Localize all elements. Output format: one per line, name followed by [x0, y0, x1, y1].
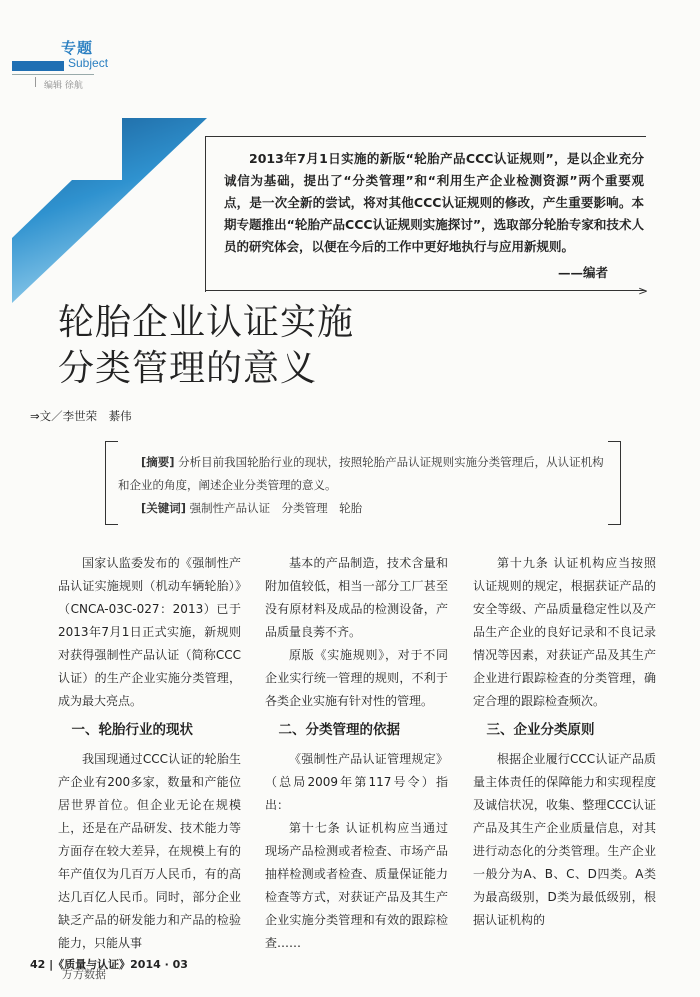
article-author: ⇒文／李世荣 綦伟 — [30, 409, 132, 423]
header-rule — [12, 74, 94, 75]
watermark: 万方数据 — [62, 968, 106, 981]
column-1 — [58, 552, 241, 955]
paragraph: 《强制性产品认证管理规定》（总局2009年第117号令）指出： — [265, 752, 448, 812]
keywords-line — [118, 497, 606, 520]
abstract-body: 分析目前我国轮胎行业的现状，按照轮胎产品认证规则实施分类管理后，从认证机构和企业的角度，阐述企业分类管理的意义。 — [118, 455, 604, 492]
arrow-right-icon: > — [638, 284, 649, 298]
abstract-bracket-right — [608, 441, 621, 525]
intro-arrow-line — [205, 290, 645, 291]
subject-bar — [12, 61, 64, 71]
abstract-block — [118, 451, 606, 520]
paragraph: 第十七条 认证机构应当通过现场产品检测或者检查、市场产品抽样检测或者检查、质量保证能力检查等方式，对获证产品及其生产企业实施分类管理和有效的跟踪检查…… — [265, 821, 448, 950]
section-heading: 二、分类管理的依据 — [278, 722, 400, 738]
abstract-text — [118, 451, 606, 497]
keywords-text: 强制性产品认证 分类管理 轮胎 — [189, 501, 363, 515]
paragraph: 国家认监委发布的《强制性产品认证实施规则（机动车辆轮胎）》（CNCA-03C-027：2013）已于2013年7月1日正式实施，新规则对获得强制性产品认证（简称CCC认证）的生产企业实施分类管理，成为最大亮点。 — [58, 556, 241, 708]
decorative-seven-graphic — [12, 118, 212, 308]
keywords-label: [关键词] — [141, 501, 187, 515]
abstract-bracket-left — [105, 441, 118, 525]
editor-credit: 编辑 徐航 — [44, 81, 83, 91]
paragraph: 第十九条 认证机构应当按照认证规则的规定，根据获证产品的安全等级、产品质量稳定性以及产品生产企业的良好记录和不良记录情况等因素，对获证产品及其生产企业进行跟踪检查的分类管理，确定合理的跟踪检查频次。 — [473, 556, 656, 708]
intro-paragraph: 2013年7月1日实施的新版“轮胎产品CCC认证规则”，是以企业充分诚信为基础，提出了“分类管理”和“利用生产企业检测资源”两个重要观点，是一次全新的尝试，将对其他CCC认证规则的修改，产生重要影响。本期专题推出“轮胎产品CCC认证规则实施探讨”，选取部分轮胎专家和技术人员的研究体会，以便在今后的工作中更好地执行与应用新规则。 — [224, 151, 644, 254]
editor-divider — [35, 77, 36, 87]
topic-label: 专题 — [61, 39, 94, 57]
paragraph: 根据企业履行CCC认证产品质量主体责任的保障能力和实现程度及诚信状况，收集、整理CCC认证产品及其生产企业质量信息，对其进行动态化的分类管理。生产企业一般分为A、B、C、D四类。A类为最高级别，D类为最低级别，根据认证机构的 — [473, 752, 656, 927]
editor-intro — [224, 148, 644, 258]
editor-signature: ——编者 — [558, 265, 609, 280]
section-heading: 三、企业分类原则 — [486, 722, 595, 738]
page-footer: 42 |《质量与认证》2014 · 03 — [30, 958, 188, 971]
column-2 — [265, 552, 448, 955]
subject-label: Subject — [68, 56, 109, 70]
paragraph: 我国现通过CCC认证的轮胎生产企业有200多家，数量和产能位居世界首位。但企业无论在规模上，还是在产品研发、技术能力等方面存在较大差异，在规模上有的年产值仅为几百万人民币，有的高达几百亿人民币。同时，部分企业缺乏产品的研发能力和产品的检验能力，只能从事 — [58, 752, 241, 950]
article-title — [58, 300, 354, 392]
paragraph: 基本的产品制造，技术含量和附加值较低，相当一部分工厂甚至没有原材料及成品的检测设备，产品质量良莠不齐。 — [265, 556, 448, 639]
abstract-label: [摘要] — [141, 455, 175, 469]
paragraph: 原版《实施规则》，对于不同企业实行统一管理的规则，不利于各类企业实施有针对性的管理。 — [265, 648, 448, 708]
section-heading: 一、轮胎行业的现状 — [71, 722, 193, 738]
title-line-1: 轮胎企业认证实施 — [58, 302, 355, 343]
column-3 — [473, 552, 656, 932]
title-line-2: 分类管理的意义 — [58, 348, 318, 389]
